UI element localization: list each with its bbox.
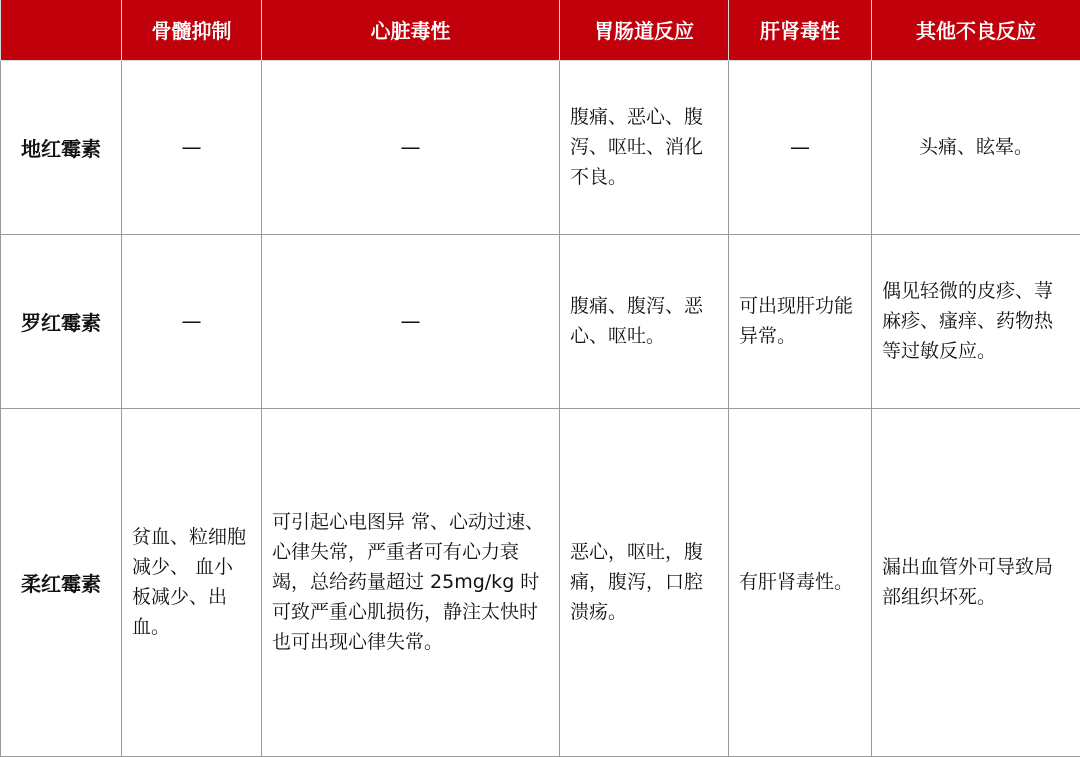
cell-cardiac: — — [262, 60, 560, 234]
cell-hepatorenal: 有肝肾毒性。 — [729, 408, 872, 756]
cell-cardiac: 可引起心电图异 常、心动过速、心律失常，严重者可有心力衰竭，总给药量超过 25mg/kg 时可致严重心肌损伤，静注太快时也可出现心律失常。 — [262, 408, 560, 756]
header-other: 其他不良反应 — [872, 0, 1080, 60]
cell-other: 头痛、眩晕。 — [872, 60, 1080, 234]
table-row — [1, 234, 1080, 408]
table-row — [1, 60, 1080, 234]
cell-cardiac: — — [262, 234, 560, 408]
header-cardiac: 心脏毒性 — [262, 0, 560, 60]
cell-other: 偶见轻微的皮疹、荨麻疹、瘙痒、药物热等过敏反应。 — [872, 234, 1080, 408]
header-corner — [1, 0, 122, 60]
header-row — [1, 0, 1080, 60]
cell-gi: 腹痛、恶心、腹泻、呕吐、消化不良。 — [560, 60, 729, 234]
cell-bone-marrow: 贫血、粒细胞减少、 血小板减少、出血。 — [122, 408, 262, 756]
drug-name: 地红霉素 — [1, 60, 122, 234]
table-row — [1, 408, 1080, 756]
drug-name: 罗红霉素 — [1, 234, 122, 408]
cell-other: 漏出血管外可导致局部组织坏死。 — [872, 408, 1080, 756]
header-bone-marrow: 骨髓抑制 — [122, 0, 262, 60]
header-gi: 胃肠道反应 — [560, 0, 729, 60]
cell-gi: 腹痛、腹泻、恶心、呕吐。 — [560, 234, 729, 408]
cell-bone-marrow: — — [122, 234, 262, 408]
cell-bone-marrow: — — [122, 60, 262, 234]
cell-gi: 恶心，呕吐，腹痛，腹泻，口腔溃疡。 — [560, 408, 729, 756]
cell-hepatorenal: 可出现肝功能异常。 — [729, 234, 872, 408]
cell-hepatorenal: — — [729, 60, 872, 234]
drug-name: 柔红霉素 — [1, 408, 122, 756]
header-hepatorenal: 肝肾毒性 — [729, 0, 872, 60]
